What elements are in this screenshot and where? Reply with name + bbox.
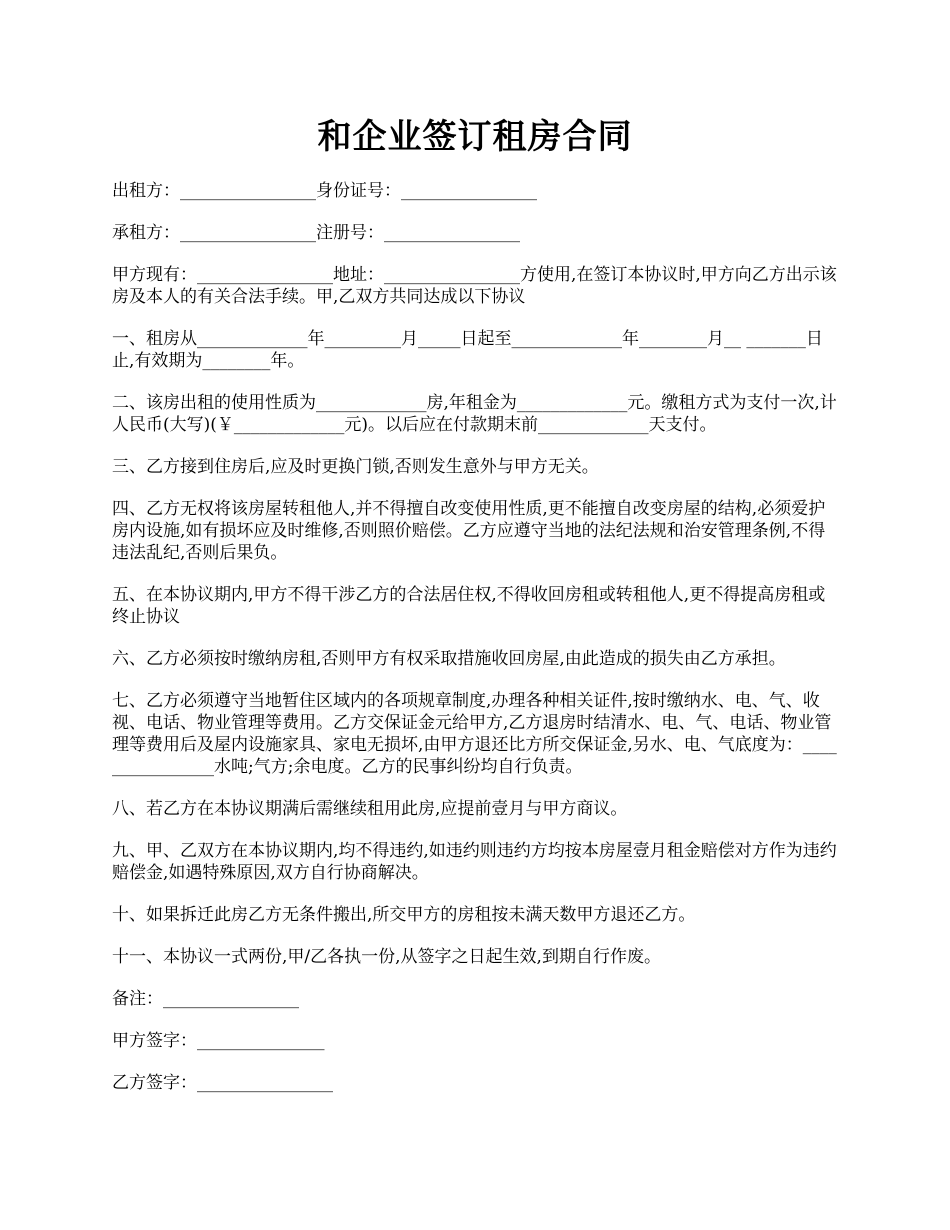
remarks-line: 备注：________________: [112, 989, 299, 1009]
clause-7: 七、乙方必须遵守当地暂住区域内的各项规章制度,办理各种相关证件,按时缴纳水、电、气、收视、电话、物业管理等费用。乙方交保证金元给甲方,乙方退房时结清水、电、气、电话、物业管理等费用后及屋内设施家具、家电无损坏,由甲方退还比方所交保证金,另水、电、气底度为：________________水吨;气方;余电度。乙方的民事纠纷均自行负责。: [112, 691, 837, 777]
party-a-signature-line: 甲方签字：_______________: [112, 1031, 325, 1051]
clause-10: 十、如果拆迁此房乙方无条件搬出,所交甲方的房租按未满天数甲方退还乙方。: [112, 905, 696, 925]
lessor-line: 出租方：________________身份证号：________________: [112, 181, 537, 201]
clause-5: 五、在本协议期内,甲方不得干涉乙方的合法居住权,不得收回房租或转租他人,更不得提高房租或终止协议: [112, 585, 826, 627]
clause-4: 四、乙方无权将该房屋转租他人,并不得擅自改变使用性质,更不能擅自改变房屋的结构,必须爱护房内设施,如有损坏应及时维修,否则照价赔偿。乙方应遵守当地的法纪法规和治安管理条例,不得违法乱纪,否则后果负。: [112, 499, 826, 563]
clause-9: 九、甲、乙双方在本协议期内,均不得违约,如违约则违约方均按本房屋壹月租金赔偿对方作为违约赔偿金,如遇特殊原因,双方自行协商解决。: [112, 841, 837, 883]
document-title: 和企业签订租房合同: [317, 117, 633, 157]
clause-1: 一、租房从_____________年_________月_____日起至_____________年________月__ _______日止,有效期为________年。: [112, 329, 823, 371]
document-body: [112, 180, 840, 1114]
party-b-signature-line: 乙方签字：________________: [112, 1073, 333, 1093]
clause-3: 三、乙方接到住房后,应及时更换门锁,否则发生意外与甲方无关。: [112, 457, 599, 477]
clause-6: 六、乙方必须按时缴纳房租,否则甲方有权采取措施收回房屋,由此造成的损失由乙方承担。: [112, 649, 786, 669]
clause-2: 二、该房出租的使用性质为_____________房,年租金为_____________元。缴租方式为支付一次,计人民币(大写)(￥_____________元)。以后应在付款期末前_____________天支付。: [112, 393, 837, 435]
lessee-line: 承租方：________________注册号：________________: [112, 223, 520, 243]
clause-8: 八、若乙方在本协议期满后需继续租用此房,应提前壹月与甲方商议。: [112, 799, 628, 819]
clause-11: 十一、本协议一式两份,甲/乙各执一份,从签字之日起生效,到期自行作废。: [112, 947, 661, 967]
intro-paragraph: 甲方现有：________________地址：________________方使用,在签订本协议时,甲方向乙方出示该房及本人的有关合法手续。甲,乙双方共同达成以下协议: [112, 265, 837, 307]
